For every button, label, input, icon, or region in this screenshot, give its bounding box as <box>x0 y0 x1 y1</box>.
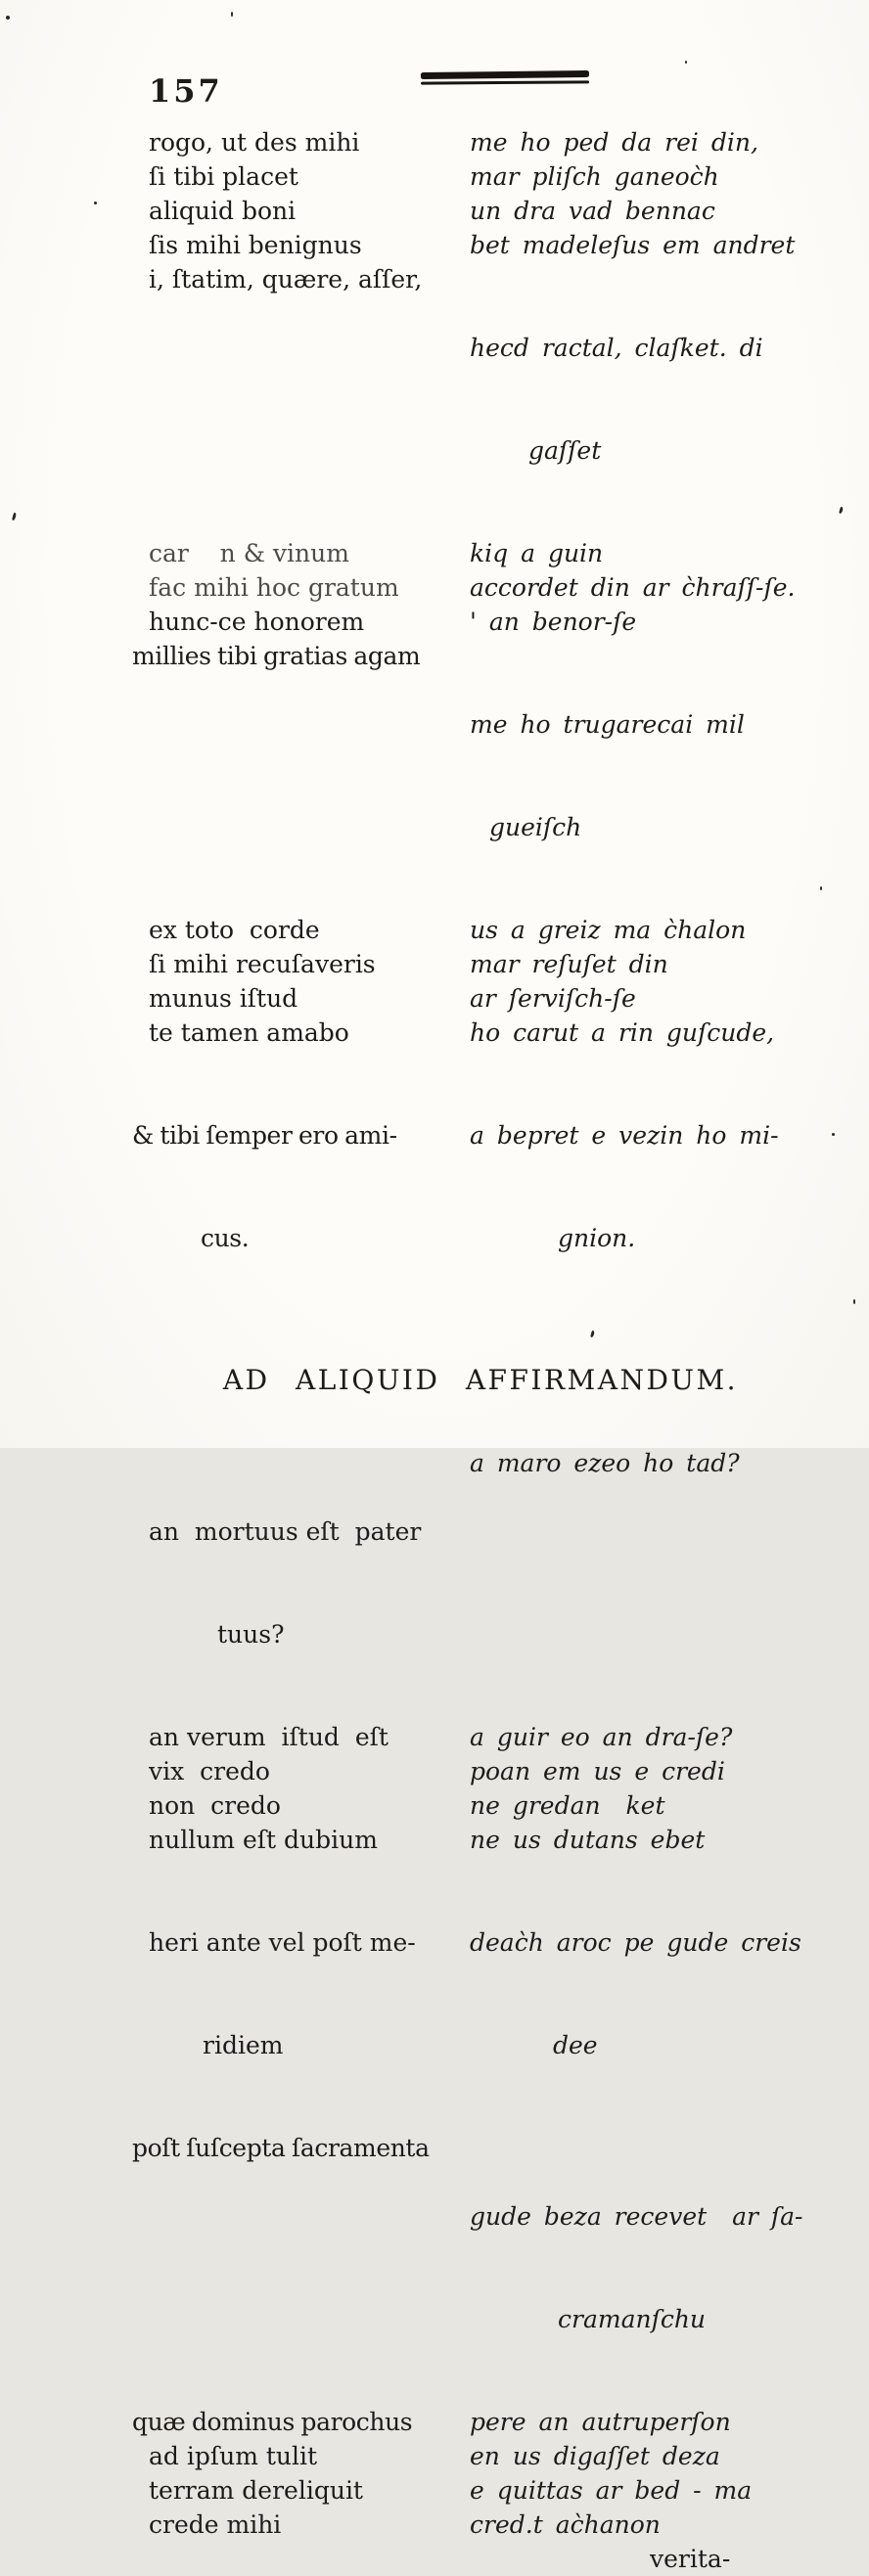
latin-text <box>132 1050 470 1324</box>
latin-text: munus iſtud <box>149 984 298 1013</box>
latin-text <box>149 1446 470 1720</box>
breton-text: ne gredan ket <box>470 1791 665 1820</box>
breton-text <box>470 639 832 913</box>
latin-text <box>149 1857 470 2131</box>
breton-continuation: dee <box>553 2031 598 2059</box>
breton-text <box>470 262 832 536</box>
phrase-row <box>149 536 832 570</box>
latin-text: quæ dominus parochus <box>132 2408 413 2436</box>
breton-line: deac̀h aroc pe gude creis <box>470 1928 801 1957</box>
latin-text: ex toto corde <box>149 916 320 944</box>
latin-line: & tibi ſemper ero ami- <box>132 1121 397 1150</box>
breton-text: ar ſerviſch-ſe <box>470 984 636 1013</box>
phrase-row <box>149 194 832 228</box>
latin-text: an verum iſtud eſt <box>149 1723 389 1751</box>
latin-text: ad ipſum tulit <box>149 2442 318 2470</box>
breton-text: accordet din ar c̀hraſſ-ſe. <box>470 573 796 602</box>
phrase-row <box>149 2508 832 2542</box>
breton-text: bet madeleſus em andret <box>470 231 796 259</box>
breton-text: e quittas ar bed - ma <box>470 2476 753 2505</box>
breton-line: a bepret e vezin ho mi- <box>470 1121 779 1150</box>
phrase-row <box>132 1050 832 1324</box>
breton-text: pere an autruperſon <box>470 2408 731 2436</box>
phrase-row <box>149 1857 832 2131</box>
phrase-row <box>149 159 832 194</box>
phrase-row <box>149 981 832 1016</box>
breton-text: ne us dutans ebet <box>470 1826 706 1854</box>
latin-text: te tamen amabo <box>149 1018 349 1047</box>
phrase-row <box>149 1788 832 1823</box>
phrase-row <box>149 570 832 605</box>
phrase-row <box>149 262 832 536</box>
page-number: 157 <box>149 72 223 110</box>
breton-text: ho carut a rin guſcude, <box>470 1018 775 1047</box>
latin-text: car n & vinum <box>149 539 349 567</box>
phrase-row <box>149 1823 832 1857</box>
breton-text: ' an benor-ſe <box>470 608 637 636</box>
latin-text: terram dereliquit <box>149 2476 363 2505</box>
latin-text: ſis mihi benignus <box>149 231 362 259</box>
latin-text: nullum eſt dubium <box>149 1826 378 1854</box>
latin-text: hunc-ce honorem <box>149 608 365 636</box>
breton-line: gude beza recevet ar ſa- <box>470 2202 803 2231</box>
breton-text: me ho ped da rei din, <box>470 128 758 157</box>
breton-text <box>470 2131 832 2405</box>
latin-text: vix credo <box>149 1757 270 1785</box>
breton-text: kiq a guin <box>470 539 604 567</box>
breton-text: a guir eo an dra-ſe? <box>470 1723 733 1751</box>
breton-text: en us digaſſet deza <box>470 2442 720 2470</box>
latin-text: non credo <box>149 1791 281 1820</box>
latin-text: fac mihi hoc gratum <box>149 573 399 602</box>
phrase-row <box>149 947 832 981</box>
breton-line: me ho trugarecai mil <box>470 710 745 739</box>
phrase-row <box>149 125 832 159</box>
phrase-row <box>149 1446 832 1720</box>
phrase-row <box>149 1754 832 1788</box>
breton-text: us a greiz ma c̀halon <box>470 916 747 944</box>
breton-text: mar reſuſet din <box>470 950 668 978</box>
latin-continuation: ridiem <box>203 2031 284 2059</box>
section-heading: AD ALIQUID AFFIRMANDUM. <box>222 1364 739 1396</box>
breton-text: un dra vad bennac <box>470 197 715 225</box>
latin-text: poſt ſuſcepta ſacramenta <box>132 2134 430 2162</box>
breton-text: mar pliſch ganeoc̀h <box>470 162 719 191</box>
latin-continuation: tuus? <box>217 1620 285 1649</box>
phrase-row <box>149 605 832 639</box>
latin-text: ſi mihi recuſaveris <box>149 950 376 978</box>
catchword-row <box>149 2542 832 2576</box>
latin-continuation: cus. <box>201 1224 250 1252</box>
latin-text: millies tibi gratias agam <box>132 642 421 670</box>
latin-line: heri ante vel poſt me- <box>149 1928 416 1957</box>
phrase-row <box>149 1720 832 1754</box>
breton-line: hecd ractal, claſket. di <box>470 334 763 362</box>
latin-text: i, ſtatim, quære, aſſer, <box>149 265 423 294</box>
phrase-row <box>149 2439 832 2473</box>
breton-text: cred.t ac̀hanon <box>470 2510 661 2539</box>
breton-text: a maro ezeo ho tad? <box>470 1449 740 1477</box>
phrase-row <box>132 2405 832 2439</box>
phrase-row <box>132 639 832 913</box>
latin-text: aliquid boni <box>149 197 297 225</box>
phrase-row <box>149 913 832 947</box>
phrase-row <box>149 228 832 262</box>
breton-continuation: gueiſch <box>489 813 582 841</box>
latin-text: crede mihi <box>149 2510 282 2539</box>
latin-text: ſi tibi placet <box>149 162 298 191</box>
breton-continuation: cramanſchu <box>558 2305 707 2333</box>
breton-text <box>470 1857 832 2131</box>
breton-continuation: gnion. <box>558 1224 636 1252</box>
breton-text <box>470 1050 832 1324</box>
phrase-row <box>132 2131 832 2405</box>
breton-text: poan em us e credi <box>470 1757 725 1785</box>
breton-continuation: gaſſet <box>528 436 602 465</box>
phrase-row <box>149 2473 832 2508</box>
catchword: verita- <box>650 2545 731 2573</box>
latin-text: rogo, ut des mihi <box>149 128 360 157</box>
phrase-row <box>149 1016 832 1050</box>
latin-line: an mortuus eſt pater <box>149 1517 422 1546</box>
